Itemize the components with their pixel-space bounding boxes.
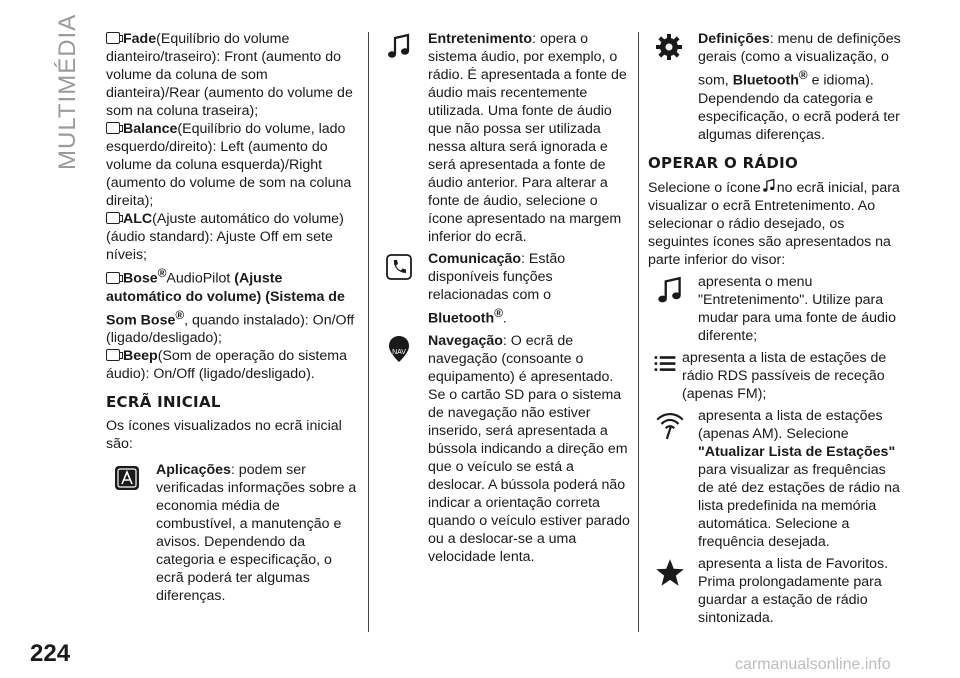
settings-text-1: : menu de definições gerais (como a visualização, o som, — [698, 31, 901, 89]
applications-text: : podem ser verificadas informações sobre a economia média de combustível, a manutenção e avisos. Dependendo da categoria e especificação, o ecrã poderá ter algumas diferenças. — [156, 462, 357, 605]
communication-title: Comunicação — [428, 251, 522, 267]
alc-text: (Ajuste automático do volume) (áudio standard): Ajuste Off em sete níveis; — [106, 211, 344, 263]
fade-paragraph — [106, 30, 358, 120]
radio-rds-entry — [648, 349, 904, 403]
bose-title: Bose — [123, 270, 158, 287]
watermark: carmanualsonline.info — [735, 656, 891, 673]
star-icon — [654, 557, 686, 589]
music-note-icon — [384, 32, 414, 62]
applications-icon — [112, 463, 142, 493]
alc-title: ALC — [123, 211, 153, 227]
bluetooth-label: Bluetooth — [428, 310, 495, 327]
radio-am-entry — [648, 407, 904, 551]
nav-icon-label: NAV — [392, 348, 406, 356]
communication-text: : Estão disponíveis funções relacionadas com o — [428, 251, 566, 303]
speaker-icon — [106, 272, 120, 284]
applications-entry — [106, 461, 358, 605]
navigation-title: Navegação — [428, 332, 503, 349]
applications-title: Aplicações — [156, 462, 231, 479]
music-note-icon — [654, 275, 686, 307]
settings-entry: Definições: menu de definições gerais (como a visualização, o som, Bluetooth® e idioma). Dependendo da categoria e especificação, o ecrã poderá ter algumas diferenças. — [648, 30, 904, 144]
speaker-icon — [106, 32, 120, 44]
navigation-entry — [378, 332, 630, 566]
fade-text: (Equilíbrio do volume dianteiro/traseiro): Front (aumento do volume da coluna de som dianteira)/Rear (aumento do volume de som na coluna traseira); — [106, 31, 353, 119]
antenna-icon — [654, 409, 686, 441]
bose-text: , quando instalado): On/Off (ligado/desligado); — [106, 312, 355, 347]
entertainment-entry — [378, 30, 630, 246]
column-divider-1 — [368, 32, 369, 632]
bose-bold-text: (Ajuste automático do volume) (Sistema de Som Bose — [106, 270, 345, 329]
music-note-icon — [761, 178, 777, 194]
speaker-icon — [106, 349, 120, 361]
radio-intro-2: no ecrã inicial, para visualizar o ecrã Entretenimento. Ao selecionar o rádio desejado, os seguintes ícones são apresentados na parte inferior do visor: — [648, 179, 900, 268]
page-number: 224 — [30, 640, 71, 667]
column-1 — [106, 30, 358, 605]
section-side-label-text: MULTIMÉDIA — [54, 13, 81, 170]
navigation-text: : O ecrã de navegação (consoante o equipamento) é apresentado. Se o cartão SD para o sistema de navegação não estiver inserido, será apresentada a bússola indicando a direção em que o veículo se está a deslocar. A bússola poderá não indicar a orientação correta quando o veículo estiver parado ou a deslocar-se a uma velocidade lenta. — [428, 332, 630, 565]
beep-text: (Som de operação do sistema áudio): On/Off (ligado/desligado). — [106, 348, 347, 383]
update-station-list-label: "Atualizar Lista de Estações" — [698, 443, 896, 460]
heading-operate-radio: OPERAR O RÁDIO — [648, 153, 799, 172]
settings-text-2: e idioma). Dependendo da categoria e especificação, o ecrã poderá ter algumas diferenças. — [698, 72, 900, 143]
bose-audiopilot: AudioPilot — [166, 270, 231, 287]
home-intro: Os ícones visualizados no ecrã inicial são: — [106, 418, 342, 453]
beep-title: Beep — [123, 348, 158, 365]
bose-paragraph: Bose®AudioPilot (Ajuste automático do volume) (Sistema de Som Bose®, quando instalado): On/Off (ligado/desligado); — [106, 266, 355, 347]
phone-icon — [384, 252, 414, 282]
balance-text: (Equilíbrio do volume, lado esquerdo/direito): Left (aumento do volume da coluna esquerda)/Right (aumento do volume de som na coluna direita); — [106, 121, 352, 209]
navigation-icon — [384, 334, 414, 364]
section-side-label — [54, 13, 94, 170]
radio-am-text-1: apresenta a lista de estações (apenas AM). Selecione — [698, 407, 883, 442]
radio-entertainment-text: apresenta o menu "Entretenimento". Utilize para mudar para uma fonte de áudio diferente; — [698, 273, 896, 344]
radio-favorites-entry — [648, 555, 904, 627]
speaker-icon — [106, 122, 120, 134]
column-2 — [378, 30, 630, 566]
radio-am-text-2: para visualizar as frequências de até dez estações de rádio na lista predefinida na memória automática. Selecione a frequência desejada. — [698, 461, 900, 550]
list-icon — [652, 351, 678, 377]
radio-favorites-text: apresenta a lista de Favoritos. Prima prolongadamente para guardar a estação de rádio sintonizada. — [698, 555, 889, 626]
radio-intro — [648, 178, 904, 269]
radio-rds-text: apresenta a lista de estações de rádio RDS passíveis de receção (apenas FM); — [682, 349, 887, 402]
fade-title: Fade — [123, 31, 157, 47]
beep-paragraph — [106, 347, 358, 383]
gear-icon — [654, 32, 684, 62]
column-divider-2 — [638, 32, 639, 632]
settings-title: Definições — [698, 31, 770, 47]
entertainment-title: Entretenimento — [428, 31, 533, 47]
radio-intro-1: Selecione o ícone — [648, 179, 761, 196]
heading-home-screen: ECRÃ INICIAL — [106, 393, 221, 412]
radio-entertainment-entry — [648, 273, 904, 345]
balance-title: Balance — [123, 121, 178, 137]
balance-paragraph — [106, 120, 358, 210]
settings-bluetooth: Bluetooth — [732, 72, 799, 89]
alc-paragraph — [106, 210, 358, 264]
communication-entry: Comunicação: Estão disponíveis funções relacionadas com o Bluetooth®. — [378, 250, 630, 328]
column-3 — [648, 30, 904, 627]
entertainment-text: : opera o sistema áudio, por exemplo, o rádio. É apresentada a fonte de áudio mais recentemente utilizada. Uma fonte de áudio que não possa ser utilizada nessa altura será ignorada e será apresentada a fonte de áudio anterior. Para alterar a fonte de áudio, selecione o ícone apresentado na margem inferior do ecrã. — [428, 31, 627, 245]
speaker-icon — [106, 212, 120, 224]
